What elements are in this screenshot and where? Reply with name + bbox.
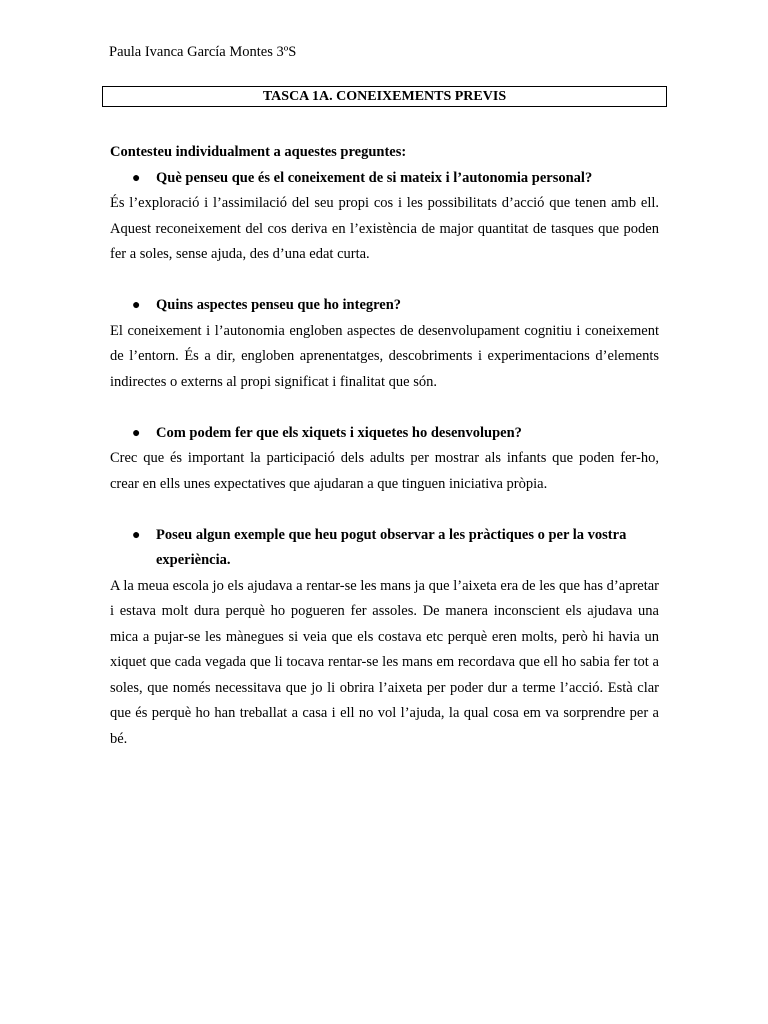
spacer — [110, 395, 659, 421]
qa-section-4 — [110, 523, 659, 753]
qa-section-2 — [110, 293, 659, 395]
bullet-icon: ● — [132, 170, 141, 186]
task-title: TASCA 1A. CONEIXEMENTS PREVIS — [102, 86, 667, 107]
qa-section-1 — [110, 166, 659, 268]
spacer — [110, 268, 659, 294]
answer-4: A la meua escola jo els ajudava a rentar-se les mans ja que l’aixeta era de les que has d’apretar i estava molt dura perquè ho pogueren fer assoles. De manera inconscient els ajudava una mica a pujar-se les mànegues si veia que els costava etc perquè eren molts, però hi havia un xiquet que cada vegada que li tocava rentar-se les mans em recordava que ell ho sabia fer tot a soles, que només necessitava que jo li obrira l’aixeta per poder dur a terme l’acció. Està clar que és perquè ho han treballat a casa i ell no vol l’ajuda, la qual cosa em va sorprendre per a bé. — [110, 577, 659, 747]
document-body — [110, 140, 659, 752]
answer-2: El coneixement i l’autonomia engloben aspectes de desenvolupament cognitiu i coneixement de l’entorn. És a dir, engloben aprenentatges, descobriments i experimentacions d’elements indirectes o externs al propi significat i finalitat que són. — [110, 322, 659, 390]
question-4 — [110, 523, 659, 574]
instructions-heading: Contesteu individualment a aquestes preguntes: — [110, 144, 407, 160]
answer-3: Crec que és important la participació dels adults per mostrar als infants que poden fer-ho, crear en ells unes expectatives que ajudaran a que tinguen iniciativa pròpia. — [110, 450, 659, 492]
bullet-icon: ● — [132, 527, 141, 543]
question-2-text: Quins aspectes penseu que ho integren? — [156, 297, 402, 313]
question-2 — [110, 293, 659, 319]
question-4-text: Poseu algun exemple que heu pogut observar a les pràctiques o per la vostra experiència. — [156, 526, 627, 568]
question-3-text: Com podem fer que els xiquets i xiquetes ho desenvolupen? — [156, 424, 522, 441]
author-line: Paula Ivanca García Montes 3ºS — [109, 44, 297, 60]
qa-section-3 — [110, 421, 659, 498]
bullet-icon: ● — [132, 425, 141, 441]
bullet-icon: ● — [132, 298, 141, 313]
answer-1: És l’exploració i l’assimilació del seu propi cos i les possibilitats d’acció que tenen amb ell. Aquest reconeixement del cos deriva en l’existència de major quantitat de tasques que poden fer a soles, sense ajuda, des d’una edat curta. — [110, 195, 659, 262]
question-3 — [110, 421, 659, 447]
question-1 — [110, 166, 659, 192]
question-1-text: Què penseu que és el coneixement de si mateix i l’autonomia personal? — [156, 169, 593, 186]
spacer — [110, 497, 659, 523]
